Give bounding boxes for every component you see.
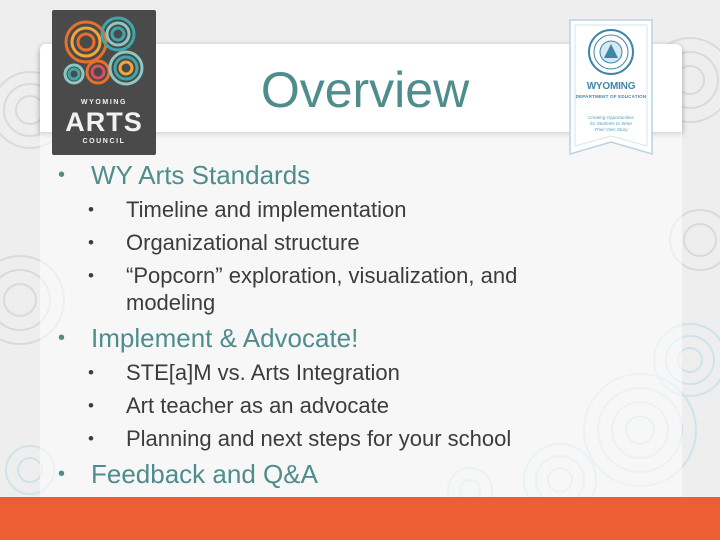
logo-wyoming-text: WYOMING xyxy=(80,99,128,106)
wde-name-text: WYOMING xyxy=(586,81,636,92)
bullet-text: Implement & Advocate! xyxy=(91,323,359,353)
bullet-dot: • xyxy=(58,164,66,186)
bullet-dot: • xyxy=(88,396,94,415)
bullet-text: Art teacher as an advocate xyxy=(126,393,389,418)
logo-arts-text: ARTS xyxy=(65,107,143,137)
bullet-dot: • xyxy=(88,233,94,252)
bullet-text: Planning and next steps for your school xyxy=(126,426,512,451)
bullet-text: STE[a]M vs. Arts Integration xyxy=(126,360,400,385)
bullet-dot: • xyxy=(88,363,94,382)
wde-tagline-line: for Students to Write xyxy=(590,121,632,126)
bullet-dot: • xyxy=(88,429,94,448)
wde-tagline-line: Their Own Story xyxy=(594,127,628,132)
bullet-dot: • xyxy=(88,200,94,219)
bullet-text: “Popcorn” exploration, visualization, and xyxy=(126,263,518,288)
bullet-text: WY Arts Standards xyxy=(91,160,311,190)
bullet-text: Organizational structure xyxy=(126,230,360,255)
bullet-text: Feedback and Q&A xyxy=(91,459,318,489)
logo-council-text: COUNCIL xyxy=(82,138,126,145)
wde-tagline-line: Creating Opportunities xyxy=(588,115,634,120)
wde-department-text: DEPARTMENT OF EDUCATION xyxy=(575,94,647,99)
bullet-dot: • xyxy=(58,327,66,349)
bullet-text: modeling xyxy=(126,290,216,315)
bullet-dot: • xyxy=(58,463,66,485)
bullet-dot: • xyxy=(88,266,94,285)
slide-title: Overview xyxy=(260,62,470,118)
bullet-text: Timeline and implementation xyxy=(126,197,407,222)
